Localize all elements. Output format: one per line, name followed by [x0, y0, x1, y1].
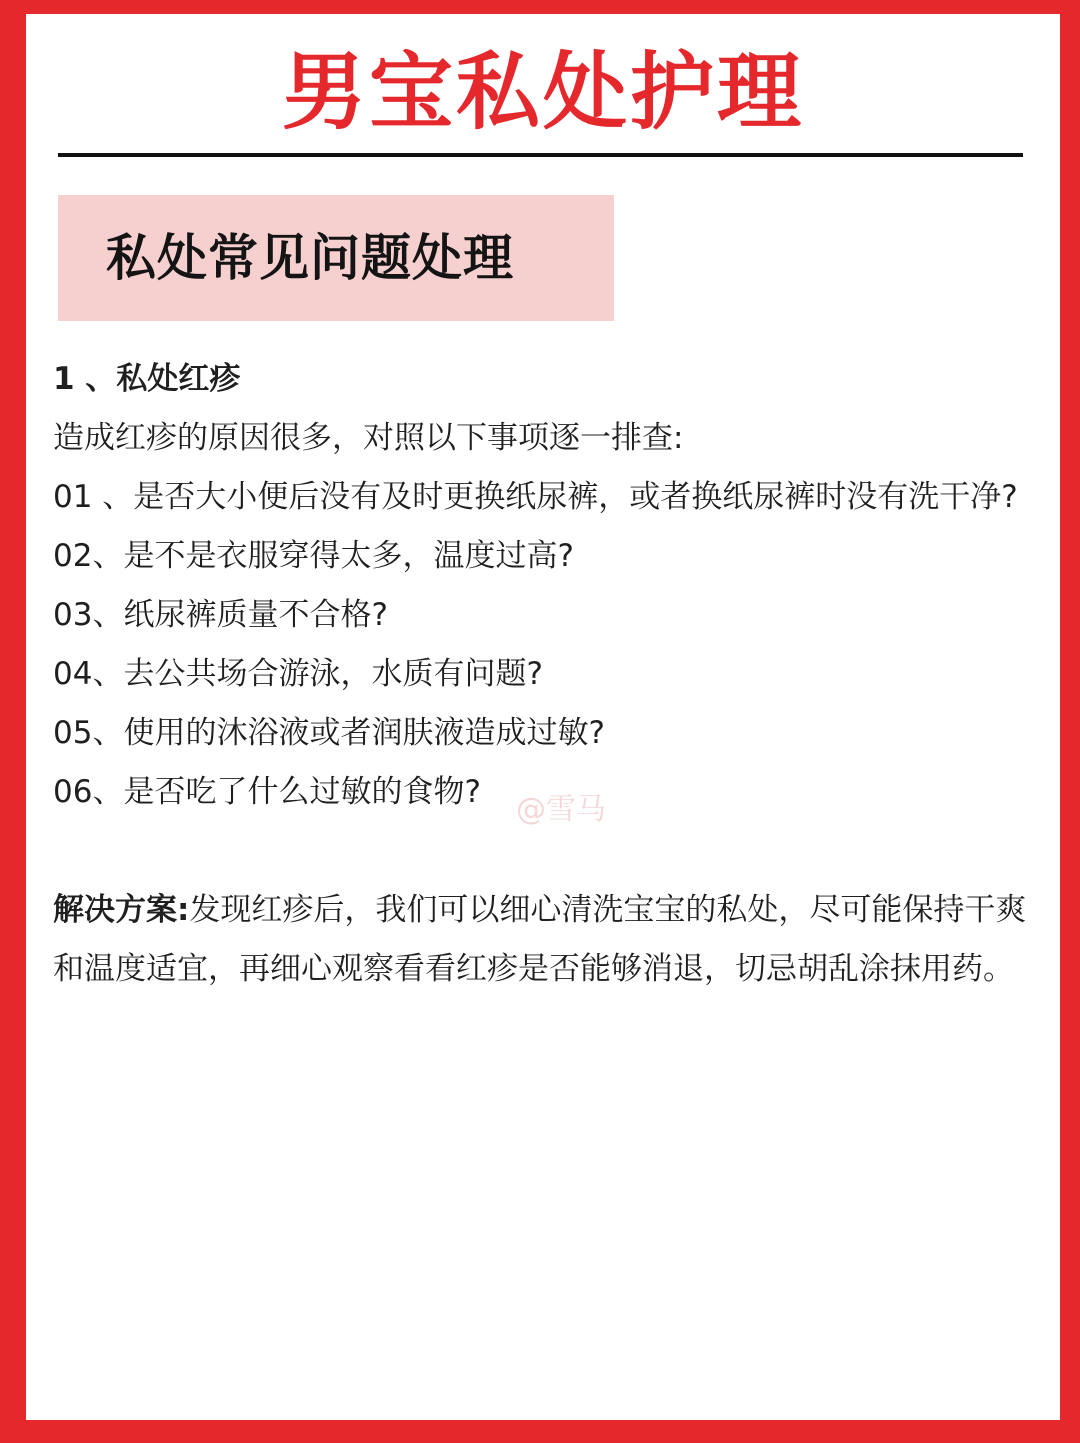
- paragraph-gap: [53, 822, 1043, 881]
- checklist-item: 02、是不是衣服穿得太多，温度过高?: [53, 538, 574, 574]
- section-title: 私处常见问题处理: [106, 229, 514, 287]
- issue-heading: 1 、私处红疹: [53, 361, 241, 397]
- checklist-item: 01 、是否大小便后没有及时更换纸尿裤，或者换纸尿裤时没有洗干净?: [53, 479, 1018, 515]
- content-card: [26, 14, 1060, 1420]
- solution-text: 发现红疹后，我们可以细心清洗宝宝的私处，尽可能保持干爽和温度适宜，再细心观察看看红疹是否能够消退，切忌胡乱涂抹用药。: [53, 892, 1027, 987]
- checklist-item: 05、使用的沐浴液或者润肤液造成过敏?: [53, 715, 605, 751]
- solution-label: 解决方案:: [53, 892, 190, 928]
- watermark: @雪马: [516, 792, 606, 827]
- checklist-item: 03、纸尿裤质量不合格?: [53, 597, 388, 633]
- checklist-item: 06、是否吃了什么过敏的食物?: [53, 774, 481, 810]
- title-divider: [58, 153, 1023, 157]
- issue-intro: 造成红疹的原因很多，对照以下事项逐一排查:: [53, 420, 684, 456]
- article-body: [53, 350, 1043, 999]
- section-header: [58, 195, 614, 321]
- checklist-item: 04、去公共场合游泳，水质有问题?: [53, 656, 543, 692]
- solution-paragraph: [53, 881, 1043, 999]
- page-title: 男宝私处护理: [281, 43, 804, 141]
